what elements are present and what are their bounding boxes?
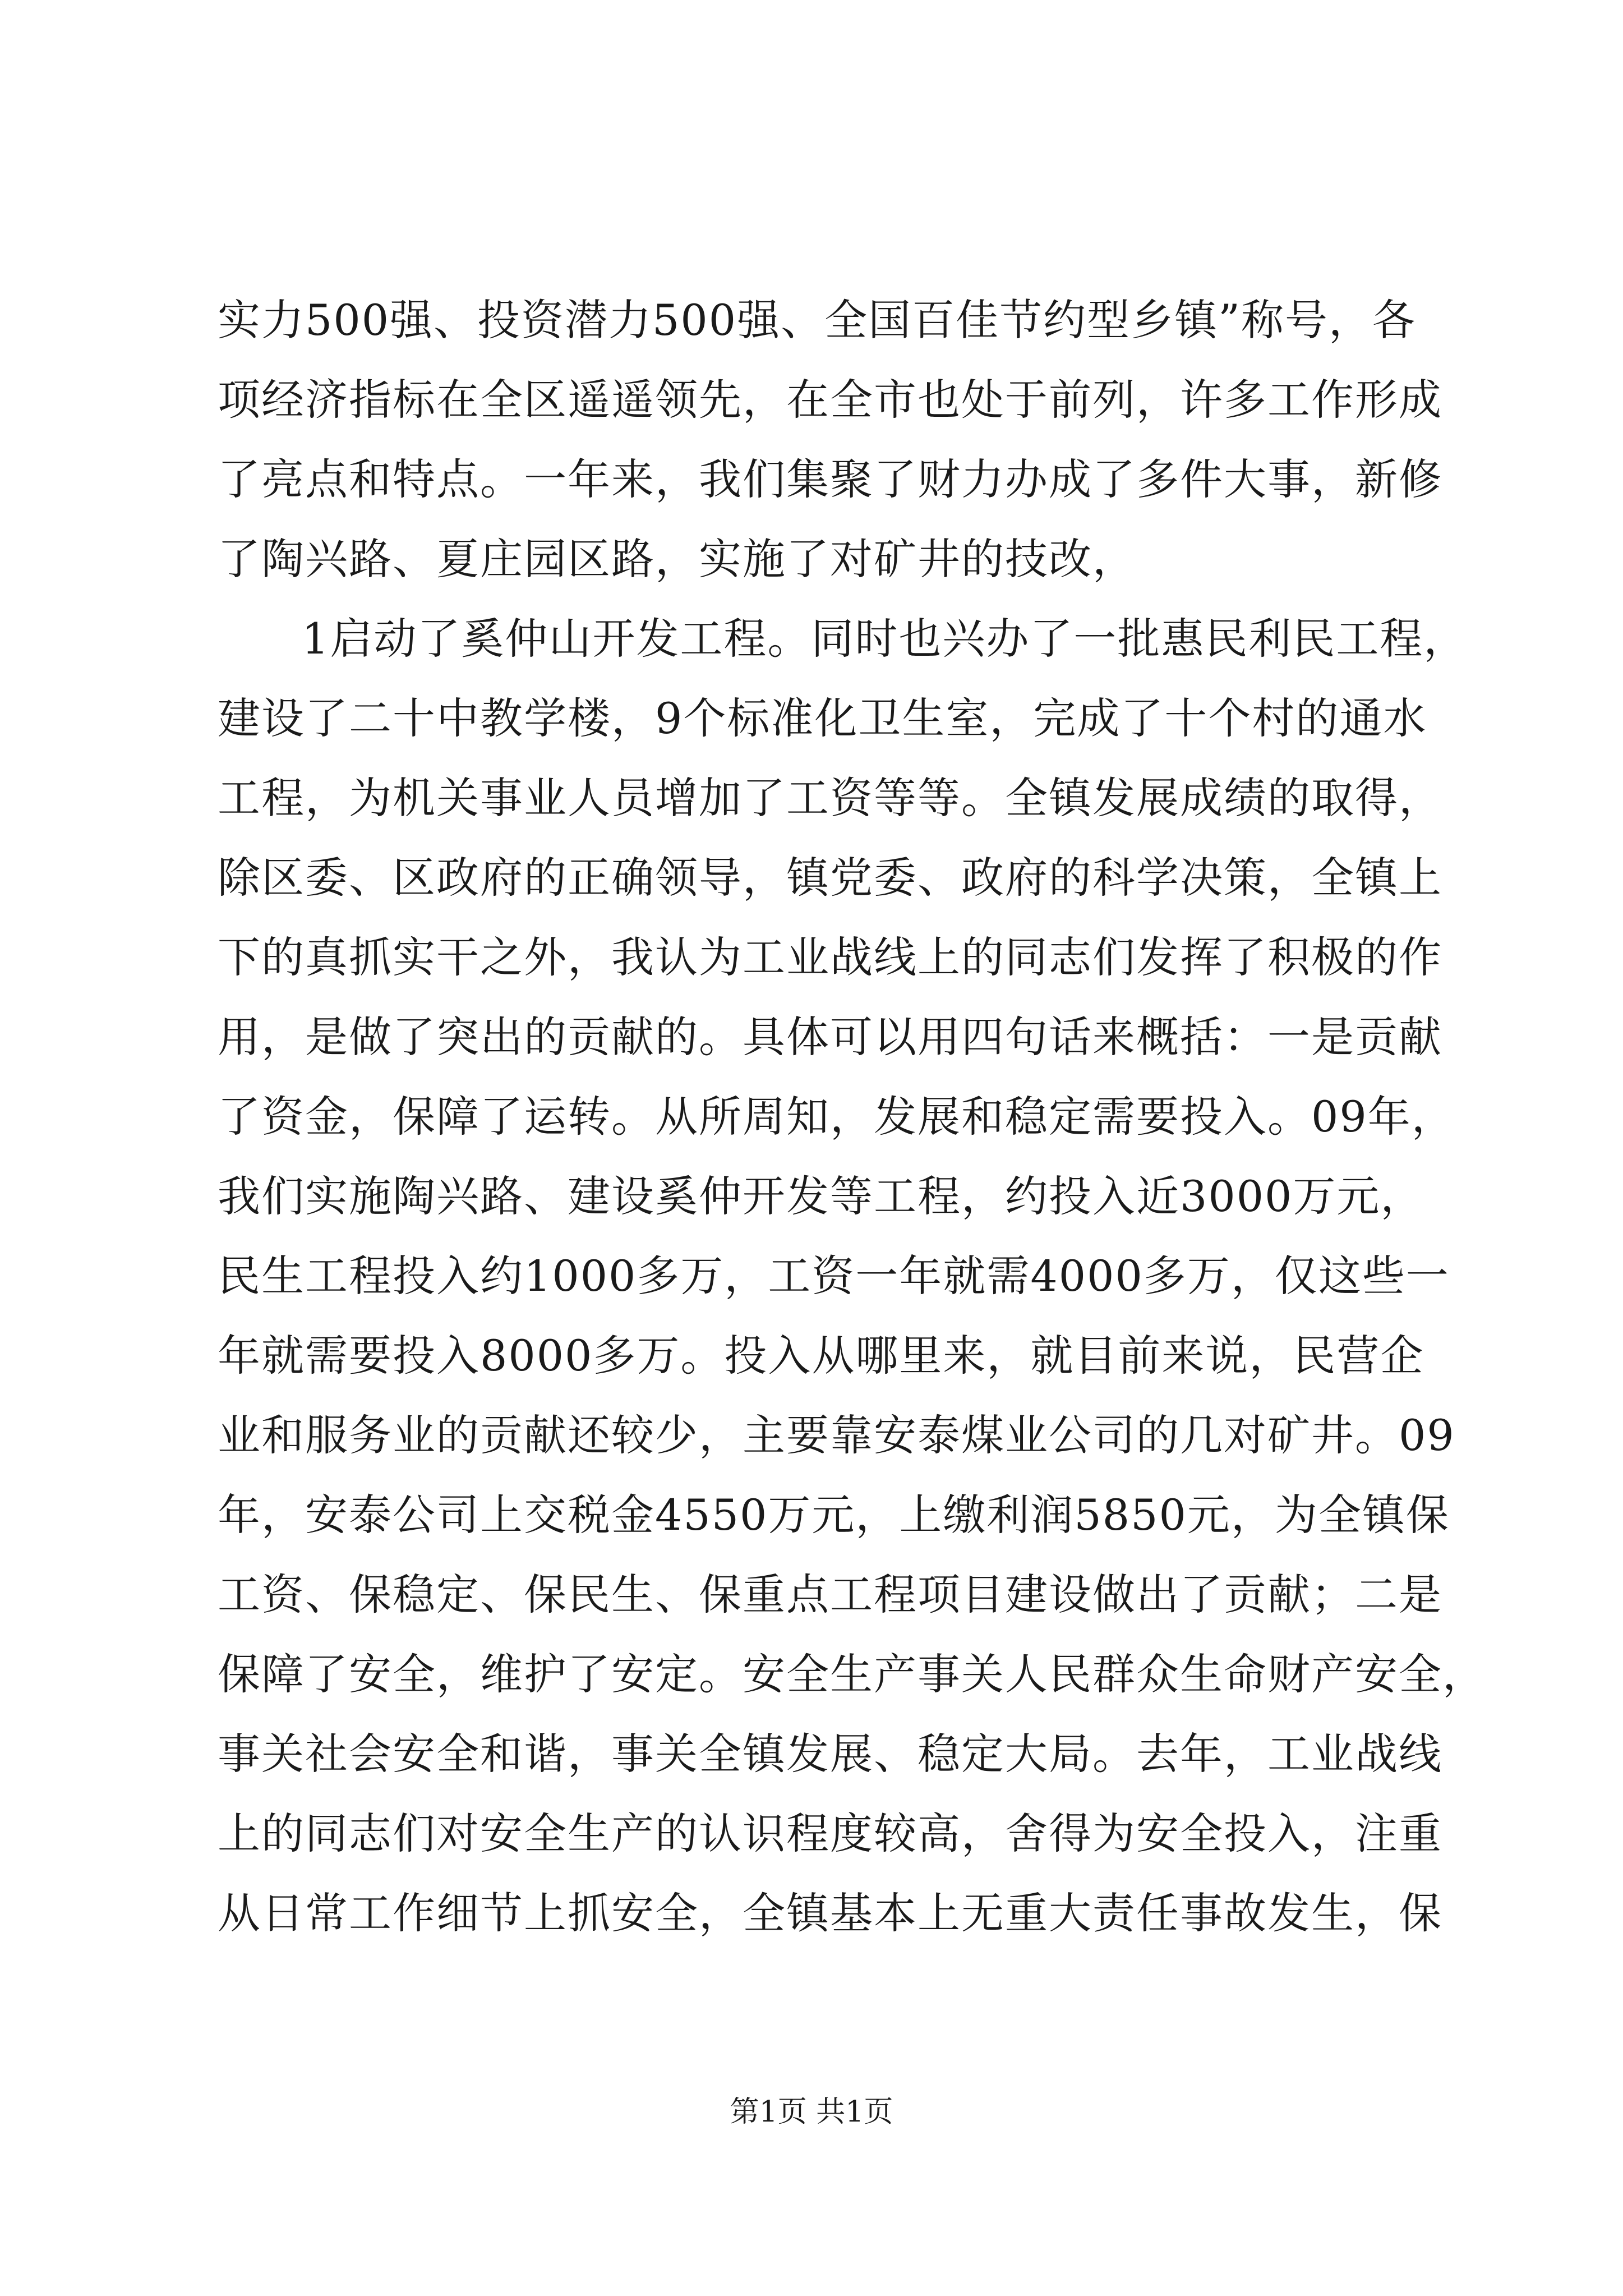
text-line: 事关社会安全和谐，事关全镇发展、稳定大局。去年，工业战线 bbox=[218, 1729, 1442, 1779]
paragraph-first-line: 1启动了奚仲山开发工程。同时也兴办了一批惠民利民工程， bbox=[302, 614, 1468, 664]
text-line: 业和服务业的贡献还较少，主要靠安泰煤业公司的几对矿井。09 bbox=[218, 1410, 1455, 1460]
text-line: 了陶兴路、夏庄园区路，实施了对矿井的技改， bbox=[218, 534, 1136, 584]
document-body bbox=[218, 280, 1486, 1953]
text-line: 项经济指标在全区遥遥领先，在全市也处于前列，许多工作形成 bbox=[218, 375, 1442, 425]
text-line: 我们实施陶兴路、建设奚仲开发等工程，约投入近3000万元， bbox=[218, 1171, 1424, 1221]
page-number-footer: 第1页 共1页 bbox=[730, 2095, 893, 2129]
text-line: 工程，为机关事业人员增加了工资等等。全镇发展成绩的取得， bbox=[218, 773, 1442, 823]
text-line: 上的同志们对安全生产的认识程度较高，舍得为安全投入，注重 bbox=[218, 1809, 1442, 1858]
text-line: 实力500强、投资潜力500强、全国百佳节约型乡镇”称号，各 bbox=[218, 295, 1416, 345]
text-line: 除区委、区政府的正确领导，镇党委、政府的科学决策，全镇上 bbox=[218, 853, 1442, 903]
text-line: 年，安泰公司上交税金4550万元，上缴利润5850元，为全镇保 bbox=[218, 1490, 1450, 1540]
text-line: 民生工程投入约1000多万，工资一年就需4000多万，仅这些一 bbox=[218, 1251, 1450, 1301]
text-line: 了资金，保障了运转。从所周知，发展和稳定需要投入。09年， bbox=[218, 1092, 1455, 1142]
text-line: 保障了安全，维护了安定。安全生产事关人民群众生命财产安全， bbox=[218, 1649, 1486, 1699]
text-line: 从日常工作细节上抓安全，全镇基本上无重大责任事故发生，保 bbox=[218, 1888, 1442, 1938]
text-line: 用，是做了突出的贡献的。具体可以用四句话来概括：一是贡献 bbox=[218, 1012, 1442, 1062]
text-line: 工资、保稳定、保民生、保重点工程项目建设做出了贡献；二是 bbox=[218, 1570, 1442, 1619]
text-line: 了亮点和特点。一年来，我们集聚了财力办成了多件大事，新修 bbox=[218, 454, 1442, 504]
text-line: 下的真抓实干之外，我认为工业战线上的同志们发挥了积极的作 bbox=[218, 932, 1442, 982]
text-line: 建设了二十中教学楼，9个标准化卫生室，完成了十个村的通水 bbox=[218, 693, 1427, 743]
text-line: 年就需要投入8000多万。投入从哪里来，就目前来说，民营企 bbox=[218, 1331, 1424, 1381]
